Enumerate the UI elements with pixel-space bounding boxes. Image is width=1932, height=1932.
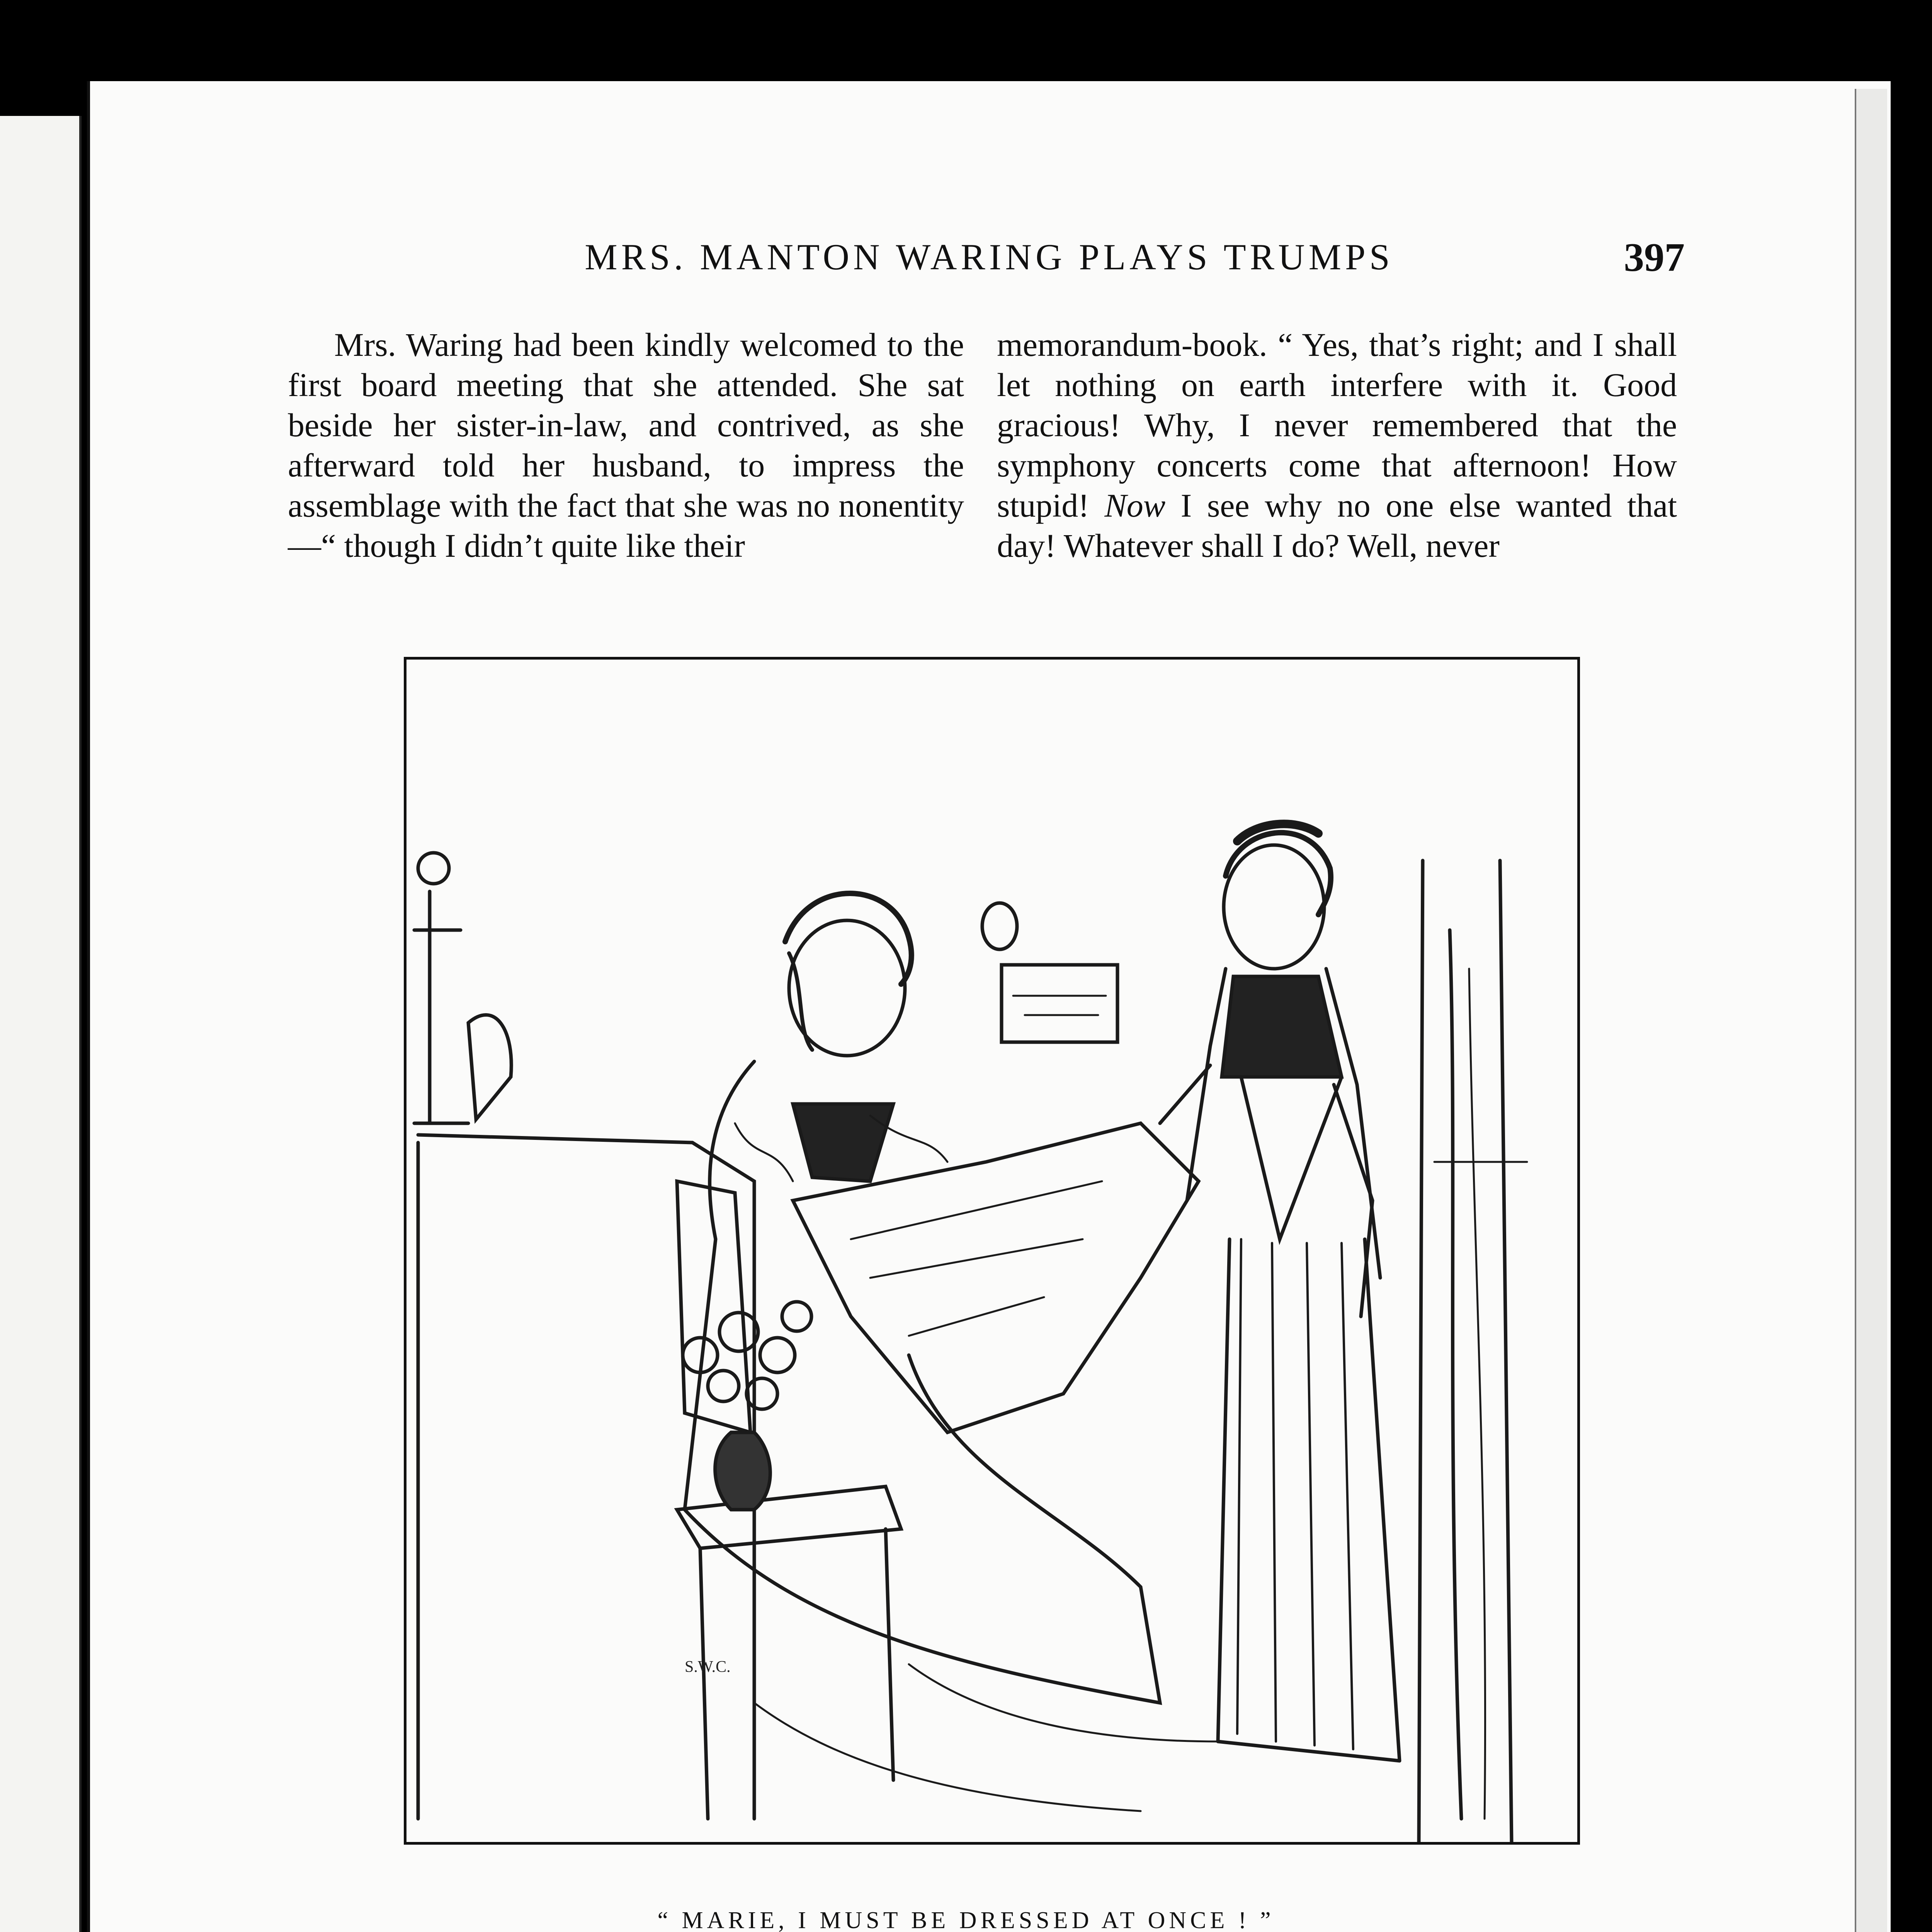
adjacent-page-edge — [0, 116, 82, 1932]
illustration-caption: “ MARIE, I MUST BE DRESSED AT ONCE ! ” — [657, 1907, 1275, 1932]
paragraph: memorandum-book. “ Yes, that’s right; and I shall let nothing on earth interfere with it. Good gracious! Why, I never remembered that the symphony concerts come that afternoon! How stupid! Now I see why no one else wanted that day! Whatever shall I do? Well, never — [997, 326, 1677, 564]
text-column-top-right — [997, 325, 1677, 566]
page-stack-edge — [1855, 89, 1887, 1932]
running-head: MRS. MANTON WARING PLAYS TRUMPS — [585, 236, 1394, 277]
paragraph: Mrs. Waring had been kindly welcomed to the first board meeting that she attended. She sat beside her sister-in-law, and contrived, as she afterward told her husband, to impress the assemblage with the fact that she was no nonentity —“ though I didn’t quite like their — [288, 326, 964, 564]
illustration — [404, 657, 1580, 1845]
page-number: 397 — [1624, 235, 1685, 280]
engraving-drawing — [406, 660, 1577, 1842]
wall-frame-shape — [1002, 965, 1117, 1042]
artist-signature: S.W.C. — [685, 1658, 731, 1676]
text-column-top-left — [288, 325, 964, 566]
